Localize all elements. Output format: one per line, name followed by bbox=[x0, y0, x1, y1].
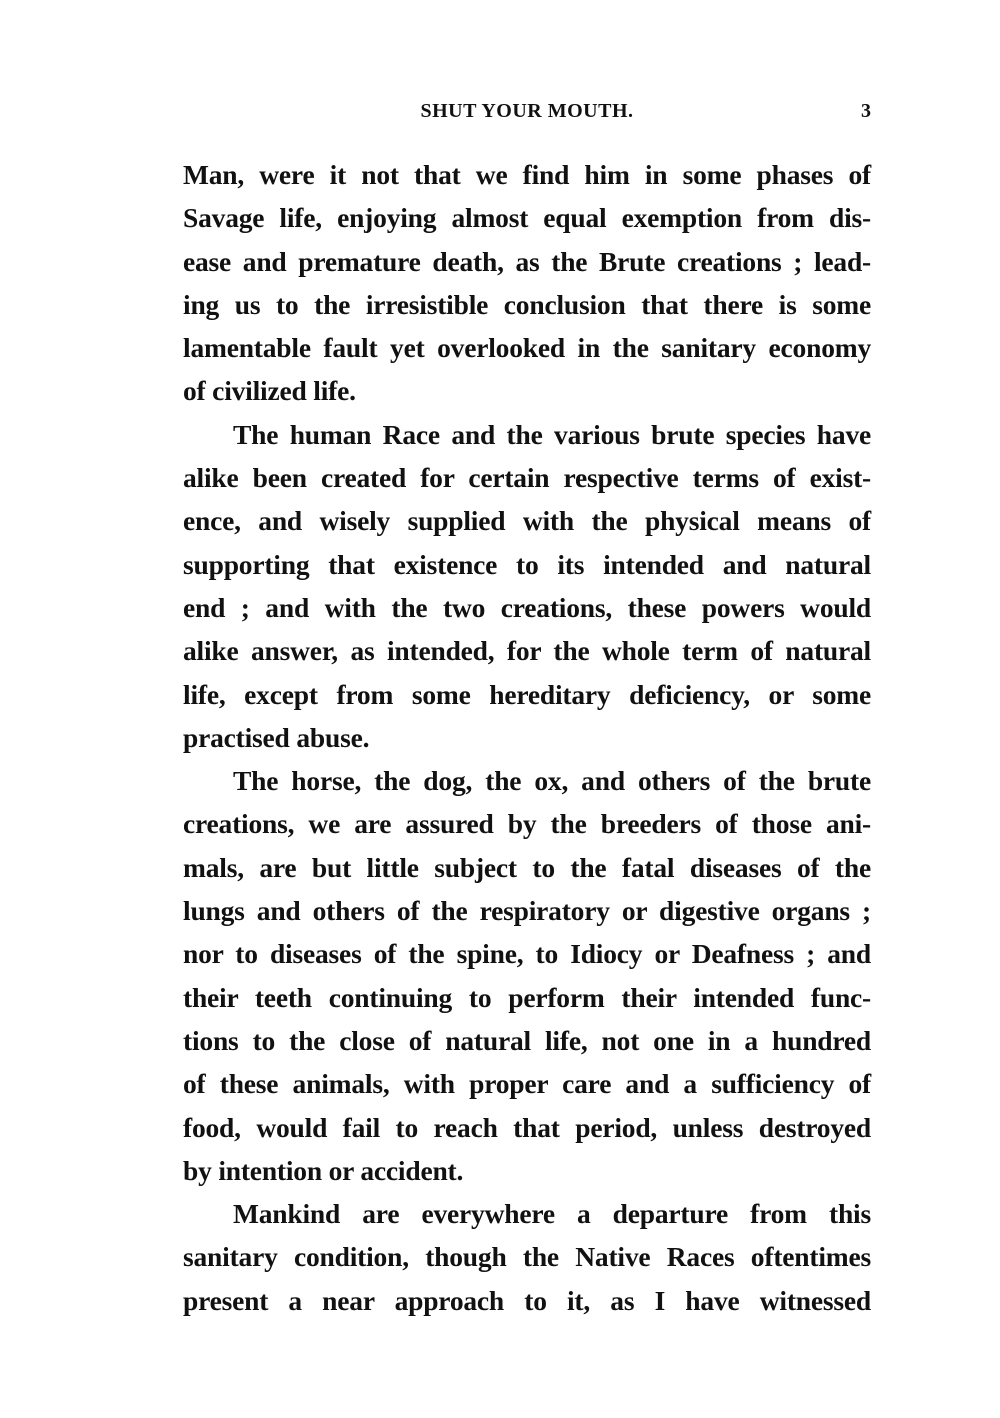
text-line: sanitary condition, though the Native Races oftentimes bbox=[183, 1241, 871, 1273]
text-line: their teeth continuing to perform their intended func- bbox=[183, 981, 871, 1013]
page-number: 3 bbox=[861, 100, 871, 122]
text-line: Savage life, enjoying almost equal exemption from dis- bbox=[183, 202, 871, 234]
text-line: practised abuse. bbox=[183, 721, 370, 753]
text-line: food, would fail to reach that period, unless destroyed bbox=[183, 1111, 871, 1143]
paragraph-4 bbox=[183, 1192, 871, 1322]
text-line: present a near approach to it, as I have witnessed bbox=[183, 1284, 871, 1316]
text-line: life, except from some hereditary deficiency, or some bbox=[183, 678, 871, 710]
body-text bbox=[183, 153, 871, 1322]
text-line: end ; and with the two creations, these powers would bbox=[183, 591, 871, 623]
text-line: The human Race and the various brute species have bbox=[233, 418, 871, 450]
paragraph-2 bbox=[183, 413, 871, 759]
text-line: creations, we are assured by the breeders of those ani- bbox=[183, 808, 871, 840]
text-line: ence, and wisely supplied with the physical means of bbox=[183, 505, 871, 537]
text-line: alike answer, as intended, for the whole term of natural bbox=[183, 635, 871, 667]
text-line: of these animals, with proper care and a sufficiency of bbox=[183, 1068, 871, 1100]
text-line: tions to the close of natural life, not one in a hundred bbox=[183, 1024, 871, 1056]
text-line: Man, were it not that we find him in some phases of bbox=[183, 159, 871, 190]
text-line: supporting that existence to its intended and natural bbox=[183, 548, 871, 580]
text-line: ease and premature death, as the Brute creations ; lead- bbox=[183, 245, 871, 277]
running-title: SHUT YOUR MOUTH. bbox=[420, 100, 634, 122]
text-line: by intention or accident. bbox=[183, 1154, 464, 1186]
text-line: lungs and others of the respiratory or digestive organs ; bbox=[183, 895, 871, 927]
text-line: Mankind are everywhere a departure from this bbox=[233, 1198, 871, 1230]
paragraph-3 bbox=[183, 759, 871, 1192]
text-line: ing us to the irresistible conclusion that there is some bbox=[183, 288, 871, 320]
text-line: alike been created for certain respective terms of exist- bbox=[183, 462, 871, 494]
running-head bbox=[183, 100, 871, 132]
paragraph-1 bbox=[183, 153, 871, 413]
text-line: The horse, the dog, the ox, and others of the brute bbox=[233, 765, 871, 797]
text-line: mals, are but little subject to the fatal diseases of the bbox=[183, 851, 871, 883]
text-line: nor to diseases of the spine, to Idiocy or Deafness ; and bbox=[183, 938, 871, 970]
text-line: of civilized life. bbox=[183, 375, 356, 407]
text-line: lamentable fault yet overlooked in the sanitary economy bbox=[183, 332, 871, 364]
